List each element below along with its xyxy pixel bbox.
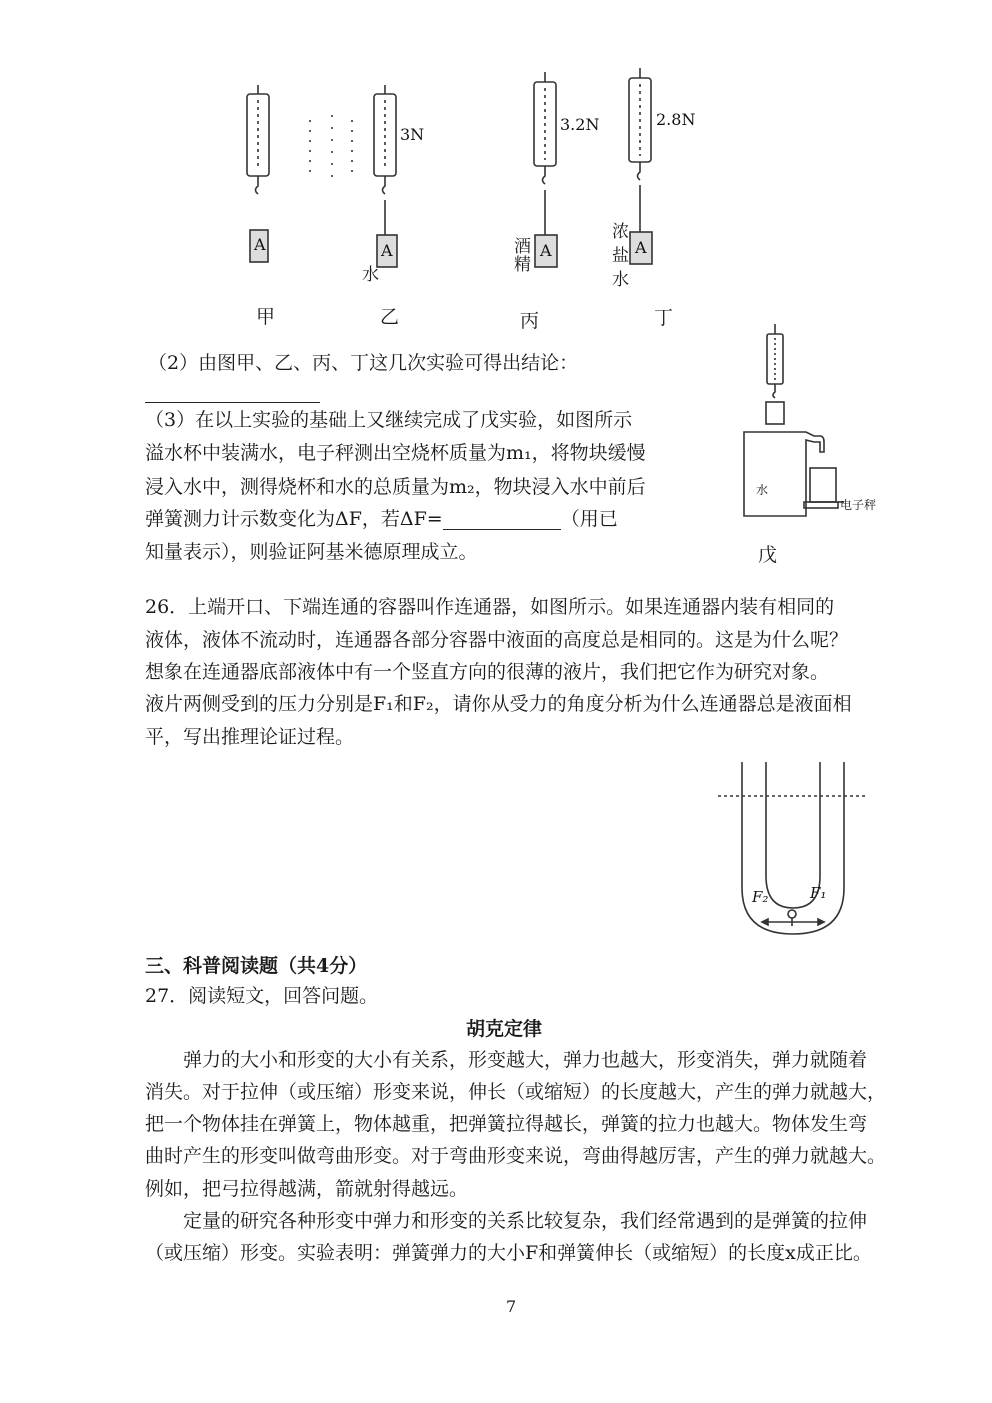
caption-bing: 丙 <box>520 310 540 332</box>
article-title: 胡克定律 <box>466 1018 543 1040</box>
q26-line3: 想象在连通器底部液体中有一个竖直方向的很薄的液片，我们把它作为研究对象。 <box>145 661 830 683</box>
liquid-alcohol-label: 酒精 <box>514 237 531 275</box>
para1-line5: 例如，把弓拉得越满，箭就射得越远。 <box>145 1178 469 1200</box>
block-a-label: A <box>540 241 552 260</box>
water-label: 水 <box>756 483 769 497</box>
caption-jia: 甲 <box>256 306 276 328</box>
q25-part3-line1: （3）在以上实验的基础上又继续完成了戊实验，如图所示 <box>145 409 633 431</box>
q25-part3-line5: 知量表示），则验证阿基米德原理成立。 <box>145 541 478 563</box>
q25-part2: （2）由图甲、乙、丙、丁这几次实验可得出结论： <box>148 352 579 374</box>
q25-part3-line2: 溢水杯中装满水，电子秤测出空烧杯质量为m₁，将物块缓慢 <box>145 442 646 464</box>
block-a-label: A <box>254 235 266 254</box>
caption-ding: 丁 <box>654 307 674 329</box>
para1-line1: 弹力的大小和形变的大小有关系，形变越大，弹力也越大，形变消失，弹力就随着 <box>183 1049 868 1071</box>
q26-line1: 26．上端开口、下端连通的容器叫作连通器，如图所示。如果连通器内装有相同的 <box>145 596 835 618</box>
para2-line1: 定量的研究各种形变中弹力和形变的关系比较复杂，我们经常遇到的是弹簧的拉伸 <box>183 1210 868 1232</box>
spring-scale-figure <box>220 60 940 360</box>
para2-line2: （或压缩）形变。实验表明：弹簧弹力的大小F和弹簧伸长（或缩短）的长度x成正比。 <box>145 1242 872 1264</box>
q26-line2: 液体，液体不流动时，连通器各部分容器中液面的高度总是相同的。这是为什么呢？ <box>145 629 849 651</box>
block-a-label: A <box>635 238 647 257</box>
overflow-cup-figure <box>730 318 890 518</box>
para1-line4: 曲时产生的形变叫做弯曲形变。对于弯曲形变来说，弯曲得越厉害，产生的弹力就越大。 <box>145 1145 887 1167</box>
q25-part3-line4 <box>145 508 618 530</box>
caption-yi: 乙 <box>380 306 400 328</box>
reading-bing: 3.2N <box>560 115 600 134</box>
para1-line3: 把一个物体挂在弹簧上，物体越重，把弹簧拉得越长，弹簧的拉力也越大。物体发生弯 <box>145 1113 868 1135</box>
answer-blank <box>443 511 561 530</box>
q26-line4: 液片两侧受到的压力分别是F₁和F₂，请你从受力的角度分析为什么连通器总是液面相 <box>145 693 852 715</box>
connected-vessel-figure <box>718 758 868 948</box>
q25-part3-line4-tail: （用已 <box>560 508 618 530</box>
reading-ding: 2.8N <box>656 110 696 129</box>
page-number: 7 <box>506 1297 517 1316</box>
q26-line5: 平，写出推理论证过程。 <box>145 726 355 748</box>
force-f2-label: F₂ <box>752 888 769 906</box>
caption-wu: 戊 <box>758 544 778 566</box>
answer-line <box>145 402 320 403</box>
liquid-brine-label: 浓盐水 <box>612 222 629 290</box>
para1-line2: 消失。对于拉伸（或压缩）形变来说，伸长（或缩短）的长度越大，产生的弹力就越大， <box>145 1081 887 1103</box>
liquid-water-label: 水 <box>362 265 379 285</box>
electronic-scale-label: 电子秤 <box>840 498 877 512</box>
q27-prompt: 27．阅读短文，回答问题。 <box>145 985 379 1007</box>
reading-yi: 3N <box>400 125 425 144</box>
section-heading: 三、科普阅读题（共4分） <box>145 955 368 977</box>
q25-part3-line3: 浸入水中，测得烧杯和水的总质量为m₂，物块浸入水中前后 <box>145 476 646 498</box>
q25-part3-line4-text: 弹簧测力计示数变化为ΔF，若ΔF= <box>145 508 443 530</box>
block-a-label: A <box>381 241 393 260</box>
force-f1-label: F₁ <box>810 884 827 902</box>
